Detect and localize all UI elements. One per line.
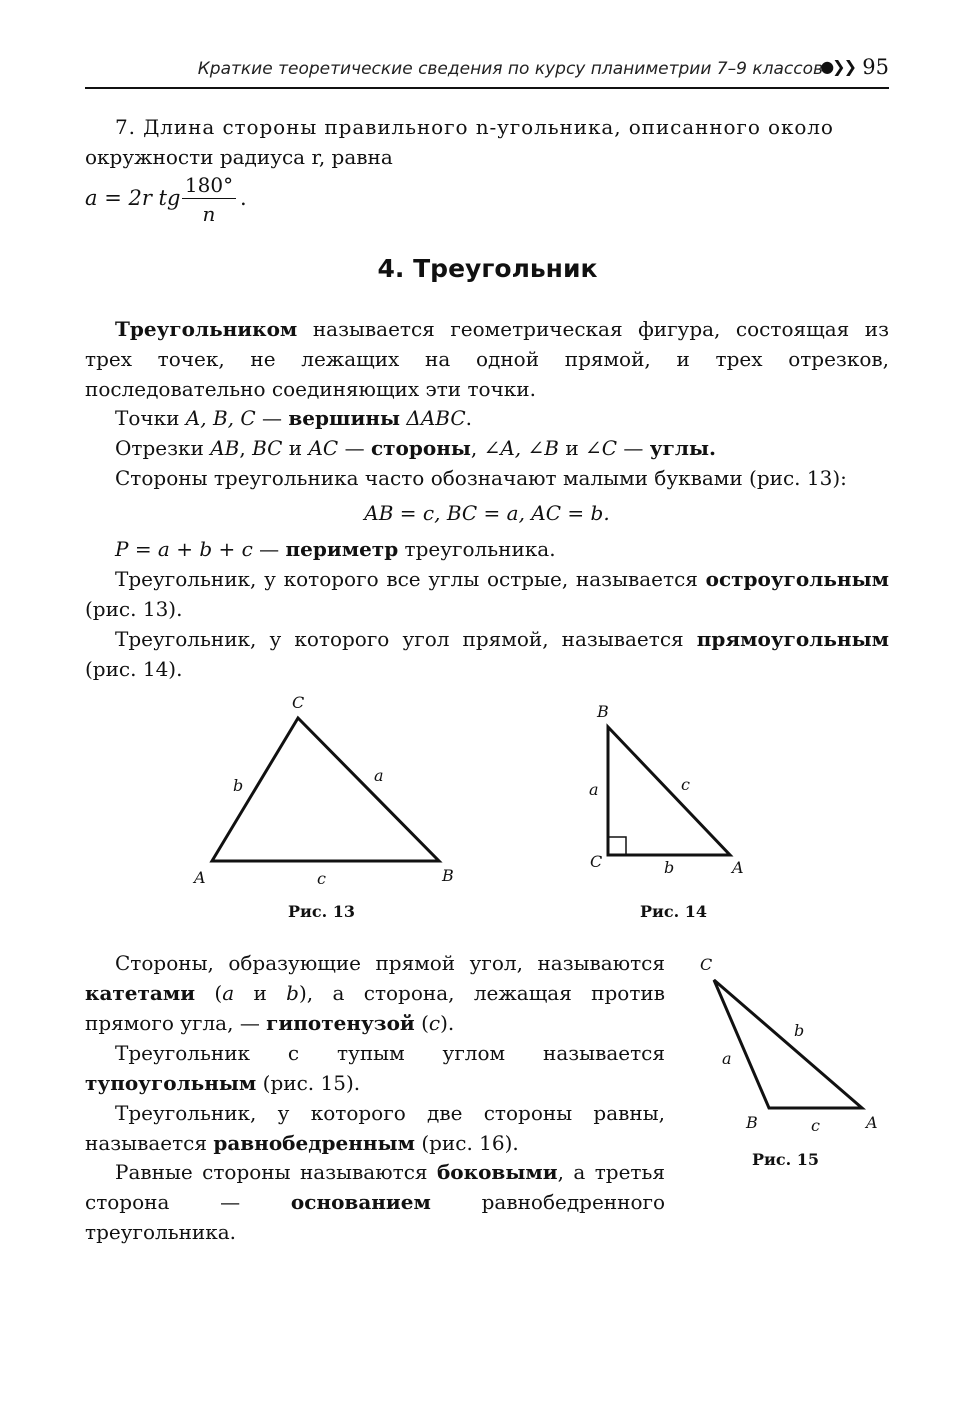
formula-numerator: 180° <box>182 172 236 199</box>
fig14-label-a: a <box>589 780 599 799</box>
fig15-label-b: b <box>794 1021 805 1040</box>
fig15-label-c: c <box>811 1116 820 1135</box>
fig13-label-C: C <box>292 693 305 712</box>
fig14-label-b: b <box>664 858 675 877</box>
fig13-label-B: B <box>442 866 454 885</box>
fig13-caption: Рис. 13 <box>288 902 356 921</box>
obtuse-paragraph: Треугольник с тупым углом называется тупоугольным (рис. 15). <box>85 1041 665 1095</box>
fig15-label-a: a <box>722 1049 732 1068</box>
fig14-label-B: B <box>597 702 609 721</box>
item7-line1: 7. Длина стороны правильного n-угольника, описанного около <box>115 115 834 139</box>
lateral-paragraph: Равные стороны называются боковыми, а третья сторона — основанием равнобедренного треугольника. <box>85 1160 666 1244</box>
perimeter-line: P = a + b + c — периметр треугольника. <box>115 537 556 561</box>
fig14-label-C: C <box>590 852 603 871</box>
formula-denominator: n <box>202 202 216 226</box>
fig13-label-A: A <box>194 868 206 887</box>
triangle-obtuse <box>714 980 862 1108</box>
side-equalities: AB = c, BC = a, AC = b. <box>364 501 610 525</box>
legs-paragraph: Стороны, образующие прямой угол, называются катетами (a и b), а сторона, лежащая против прямого угла, — гипотенузой (c). <box>85 951 665 1035</box>
figure-13 <box>180 685 480 900</box>
triangle-right <box>608 727 730 855</box>
figure-14 <box>580 695 760 890</box>
triangle-acute <box>212 718 439 861</box>
fig15-label-A: A <box>866 1113 878 1132</box>
vertices-line: Точки A, B, C — вершины ΔABC. <box>115 406 472 430</box>
formula-dot: . <box>240 186 247 210</box>
running-header <box>85 55 889 89</box>
fig15-label-C: C <box>700 955 713 974</box>
fig13-label-c: c <box>317 869 326 888</box>
figure-15 <box>690 950 900 1140</box>
term-triangle: Треугольником <box>115 317 298 341</box>
definition-paragraph: Треугольником называется геометрическая фигура, состоящая из трех точек, не лежащих на одной прямой, и трех отрезков, последовательно соединяющих эти точки. <box>85 317 889 401</box>
fig14-label-c: c <box>681 775 690 794</box>
sides-angles-line: Отрезки AB, BC и AC — стороны, ∠A, ∠B и ∠C — углы. <box>115 436 716 460</box>
right-angle-mark <box>608 837 626 855</box>
fig15-label-B: B <box>746 1113 758 1132</box>
page-number: 95 <box>862 55 889 79</box>
chevron-marker-icon: ●❯❯ <box>820 57 855 76</box>
section-title: 4. Треугольник <box>377 254 598 283</box>
formula-fraction <box>182 172 236 229</box>
fig13-label-b: b <box>233 776 244 795</box>
formula-lhs: a = 2r tg <box>85 186 181 210</box>
running-title: Краткие теоретические сведения по курсу планиметрии 7–9 классов <box>197 59 823 79</box>
isosceles-paragraph: Треугольник, у которого две стороны равны, называется равнобедренным (рис. 16). <box>85 1101 665 1155</box>
item7-line2: окружности радиуса r, равна <box>85 145 393 169</box>
fig15-caption: Рис. 15 <box>752 1150 820 1169</box>
fig13-label-a: a <box>374 766 384 785</box>
acute-paragraph: Треугольник, у которого все углы острые, называется остроугольным (рис. 13). <box>85 567 889 621</box>
fig14-caption: Рис. 14 <box>640 902 708 921</box>
notation-line: Стороны треугольника часто обозначают малыми буквами (рис. 13): <box>115 466 847 490</box>
right-paragraph: Треугольник, у которого угол прямой, называется прямоугольным (рис. 14). <box>85 627 889 681</box>
fig14-label-A: A <box>732 858 744 877</box>
